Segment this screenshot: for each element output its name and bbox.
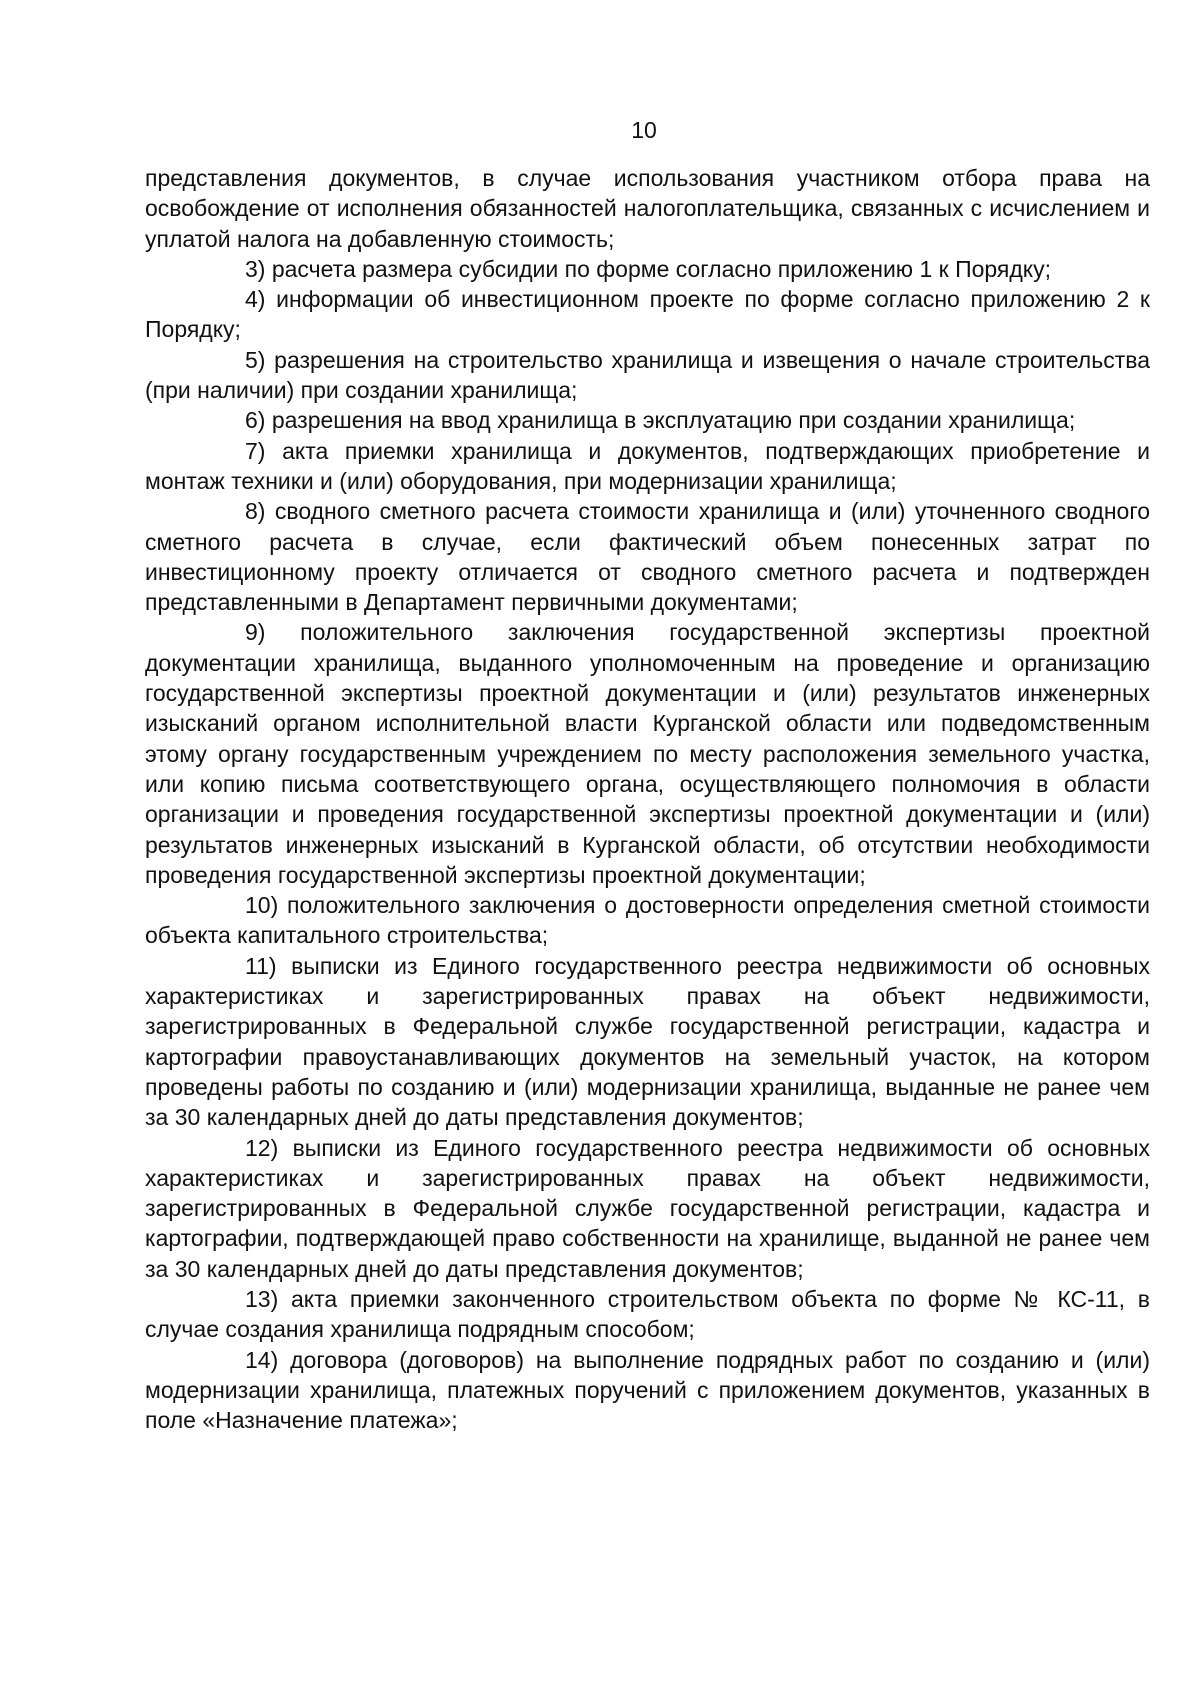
list-item-7: 7) акта приемки хранилища и документов, подтверждающих приобретение и монтаж техники и (или) оборудования, при модернизации хранилища; bbox=[145, 437, 1150, 494]
list-item-12: 12) выписки из Единого государственного реестра недвижимости об основных характеристиках и зарегистрированных правах на объект недвижимости, зарегистрированных в Федеральной службе государственной регистрации, кадастра и картографии, подтверждающей право собственности на хранилище, выданной не ранее чем за 30 календарных дней до даты представления документов; bbox=[145, 1134, 1150, 1282]
list-item-8: 8) сводного сметного расчета стоимости хранилища и (или) уточненного сводного сметного расчета в случае, если фактический объем понесенных затрат по инвестиционному проекту отличается от сводного сметного расчета и подтвержден представленными в Департамент первичными документами; bbox=[145, 498, 1150, 616]
list-item-14: 14) договора (договоров) на выполнение подрядных работ по созданию и (или) модернизации хранилища, платежных поручений с приложением документов, указанных в поле «Назначение платежа»; bbox=[145, 1346, 1150, 1434]
list-item-3: 3) расчета размера субсидии по форме согласно приложению 1 к Порядку; bbox=[245, 255, 1052, 282]
document-body bbox=[145, 163, 1150, 1435]
list-item-13: 13) акта приемки законченного строительством объекта по форме № КС-11, в случае создания хранилища подрядным способом; bbox=[145, 1285, 1150, 1343]
page-number: 10 bbox=[631, 117, 657, 143]
paragraph-continuation: представления документов, в случае использования участником отбора права на освобождение от исполнения обязанностей налогоплательщика, связанных с исчислением и уплатой налога на добавленную стоимость; bbox=[145, 165, 1150, 252]
list-item-10: 10) положительного заключения о достоверности определения сметной стоимости объекта капитального строительства; bbox=[145, 892, 1150, 949]
list-item-5: 5) разрешения на строительство хранилища и извещения о начале строительства (при наличии) при создании хранилища; bbox=[145, 346, 1150, 404]
list-item-6: 6) разрешения на ввод хранилища в эксплуатацию при создании хранилища; bbox=[245, 407, 1076, 434]
list-item-11: 11) выписки из Единого государственного реестра недвижимости об основных характеристиках и зарегистрированных правах на объект недвижимости, зарегистрированных в Федеральной службе государственной регистрации, кадастра и картографии правоустанавливающих документов на земельный участок, на котором проведены работы по созданию и (или) модернизации хранилища, выданные не ранее чем за 30 календарных дней до даты представления документов; bbox=[145, 952, 1150, 1131]
list-item-9: 9) положительного заключения государственной экспертизы проектной документации хранилища, выданного уполномоченным на проведение и организацию государственной экспертизы проектной документации и (или) результатов инженерных изысканий органом исполнительной власти Курганской области или подведомственным этому органу государственным учреждением по месту расположения земельного участка, или копию письма соответствующего органа, осуществляющего полномочия в области организации и проведения государственной экспертизы проектной документации и (или) результатов инженерных изысканий в Курганской области, об отсутствии необходимости проведения государственной экспертизы проектной документации; bbox=[145, 619, 1150, 888]
list-item-4: 4) информации об инвестиционном проекте по форме согласно приложению 2 к Порядку; bbox=[145, 286, 1150, 343]
